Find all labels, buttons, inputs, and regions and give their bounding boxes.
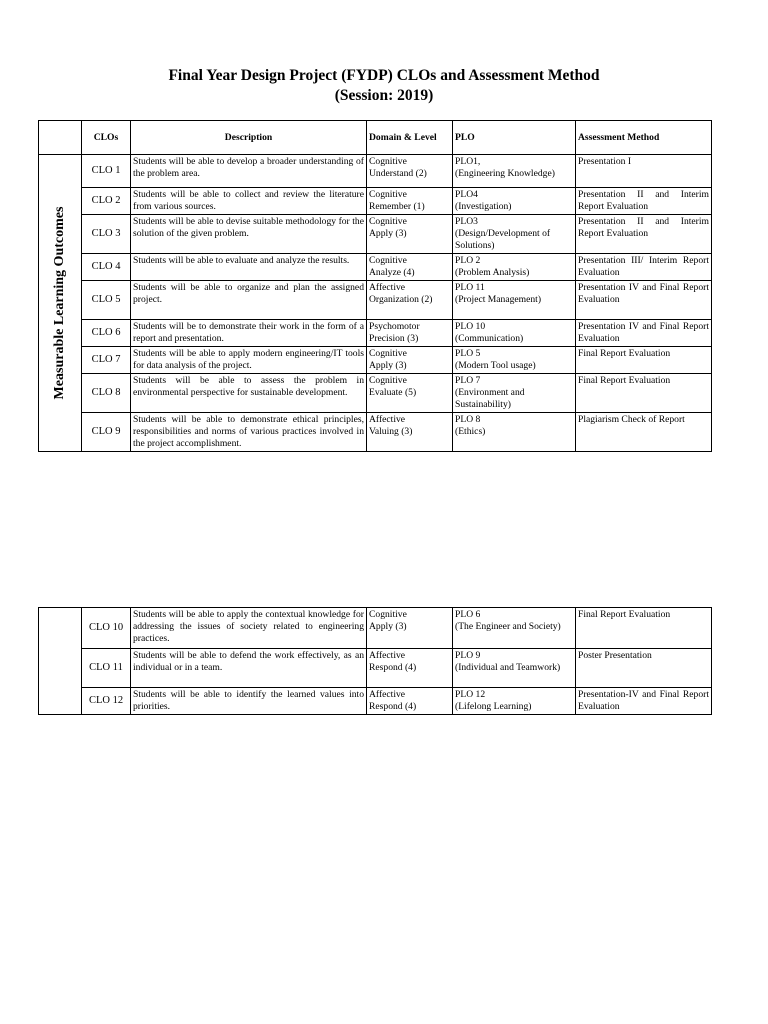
clo-id-cell: CLO 5	[82, 281, 131, 320]
table-row	[39, 320, 712, 347]
description-cell: Students will be able to devise suitable methodology for the solution of the given problem.	[131, 215, 367, 254]
plo-line: PLO4	[455, 189, 478, 200]
plo-line: (The Engineer and Society)	[455, 621, 561, 632]
domain-level-cell	[367, 254, 453, 281]
description-cell: Students will be able to collect and review the literature from various sources.	[131, 188, 367, 215]
plo-line: (Modern Tool usage)	[455, 360, 536, 371]
plo-line: (Ethics)	[455, 426, 486, 437]
plo-cell	[453, 215, 576, 254]
description-cell: Students will be able to assess the problem in environmental perspective for sustainable development.	[131, 374, 367, 413]
domain-line: Cognitive	[369, 348, 407, 359]
table-row	[39, 608, 712, 649]
domain-line: Cognitive	[369, 189, 407, 200]
table-row	[39, 155, 712, 188]
table-header-row	[39, 121, 712, 155]
plo-line: (Investigation)	[455, 201, 512, 212]
assessment-method-cell: Poster Presentation	[576, 649, 712, 688]
domain-level-cell	[367, 155, 453, 188]
clo-id-cell: CLO 11	[82, 649, 131, 688]
header-description: Description	[131, 121, 367, 155]
table-row	[39, 688, 712, 715]
plo-line: PLO 2	[455, 255, 481, 266]
plo-line: PLO3	[455, 216, 478, 227]
assessment-method-cell: Presentation-IV and Final Report Evaluation	[576, 688, 712, 715]
clo-id-cell: CLO 10	[82, 608, 131, 649]
plo-cell	[453, 608, 576, 649]
assessment-method-cell: Presentation II and Interim Report Evaluation	[576, 188, 712, 215]
header-assessment-method: Assessment Method	[576, 121, 712, 155]
domain-level-cell	[367, 688, 453, 715]
clo-id-cell: CLO 6	[82, 320, 131, 347]
domain-line: Remember (1)	[369, 201, 425, 212]
clo-table-continued	[38, 607, 712, 715]
plo-line: PLO 11	[455, 282, 485, 293]
domain-line: Affective	[369, 689, 406, 700]
title-line-1: Final Year Design Project (FYDP) CLOs and Assessment Method	[168, 67, 600, 84]
table-row	[39, 649, 712, 688]
domain-level-cell	[367, 374, 453, 413]
header-empty-cell	[39, 121, 82, 155]
header-domain-level: Domain & Level	[367, 121, 453, 155]
plo-line: (Environment and Sustainability)	[455, 387, 525, 410]
domain-level-cell	[367, 281, 453, 320]
domain-line: Cognitive	[369, 216, 407, 227]
clo-id-cell: CLO 3	[82, 215, 131, 254]
table-row	[39, 347, 712, 374]
domain-line: Cognitive	[369, 609, 407, 620]
side-label-cell	[39, 155, 82, 452]
description-cell: Students will be able to identify the learned values into priorities.	[131, 688, 367, 715]
plo-line: (Individual and Teamwork)	[455, 662, 561, 673]
assessment-method-cell: Presentation III/ Interim Report Evaluation	[576, 254, 712, 281]
header-plo: PLO	[453, 121, 576, 155]
description-cell: Students will be able to evaluate and analyze the results.	[131, 254, 367, 281]
plo-line: (Communication)	[455, 333, 524, 344]
description-cell: Students will be able to apply modern engineering/IT tools for data analysis of the project.	[131, 347, 367, 374]
domain-line: Valuing (3)	[369, 426, 413, 437]
plo-line: PLO 6	[455, 609, 481, 620]
table-row	[39, 413, 712, 452]
domain-line: Analyze (4)	[369, 267, 415, 278]
domain-level-cell	[367, 649, 453, 688]
domain-level-cell	[367, 413, 453, 452]
domain-line: Cognitive	[369, 375, 407, 386]
plo-cell	[453, 413, 576, 452]
description-cell: Students will be able to demonstrate ethical principles, responsibilities and norms of various practices involved in the project accomplishment.	[131, 413, 367, 452]
plo-line: (Engineering Knowledge)	[455, 168, 555, 179]
domain-line: Apply (3)	[369, 360, 407, 371]
assessment-method-cell: Final Report Evaluation	[576, 347, 712, 374]
plo-line: PLO 12	[455, 689, 486, 700]
domain-level-cell	[367, 320, 453, 347]
plo-cell	[453, 688, 576, 715]
plo-line: PLO 9	[455, 650, 481, 661]
clo-id-cell: CLO 7	[82, 347, 131, 374]
clo-id-cell: CLO 9	[82, 413, 131, 452]
domain-line: Cognitive	[369, 156, 407, 167]
plo-cell	[453, 155, 576, 188]
plo-cell	[453, 347, 576, 374]
plo-cell	[453, 320, 576, 347]
domain-line: Affective	[369, 282, 406, 293]
domain-level-cell	[367, 188, 453, 215]
plo-cell	[453, 649, 576, 688]
clo-id-cell: CLO 2	[82, 188, 131, 215]
header-clos: CLOs	[82, 121, 131, 155]
side-label: Measurable Learning Outcomes	[52, 206, 67, 400]
plo-line: PLO 8	[455, 414, 481, 425]
table-row	[39, 188, 712, 215]
assessment-method-cell: Final Report Evaluation	[576, 608, 712, 649]
description-cell: Students will be able to apply the contextual knowledge for addressing the issues of society related to engineering practices.	[131, 608, 367, 649]
plo-line: PLO1,	[455, 156, 481, 167]
plo-line: PLO 7	[455, 375, 481, 386]
domain-line: Affective	[369, 650, 406, 661]
domain-line: Evaluate (5)	[369, 387, 417, 398]
clo-id-cell: CLO 12	[82, 688, 131, 715]
domain-line: Psychomotor	[369, 321, 420, 332]
description-cell: Students will be able to develop a broader understanding of the problem area.	[131, 155, 367, 188]
plo-line: PLO 10	[455, 321, 486, 332]
domain-level-cell	[367, 608, 453, 649]
table-row	[39, 374, 712, 413]
plo-line: (Problem Analysis)	[455, 267, 530, 278]
domain-line: Apply (3)	[369, 228, 407, 239]
plo-line: (Design/Development of Solutions)	[455, 228, 551, 251]
assessment-method-cell: Final Report Evaluation	[576, 374, 712, 413]
domain-level-cell	[367, 347, 453, 374]
clo-id-cell: CLO 1	[82, 155, 131, 188]
plo-cell	[453, 188, 576, 215]
description-cell: Students will be to demonstrate their work in the form of a report and presentation.	[131, 320, 367, 347]
domain-line: Respond (4)	[369, 701, 417, 712]
assessment-method-cell: Presentation I	[576, 155, 712, 188]
domain-line: Precision (3)	[369, 333, 419, 344]
clo-table	[38, 120, 712, 452]
table-row	[39, 254, 712, 281]
plo-line: PLO 5	[455, 348, 481, 359]
assessment-method-cell: Presentation IV and Final Report Evaluation	[576, 320, 712, 347]
plo-line: (Project Management)	[455, 294, 542, 305]
domain-line: Apply (3)	[369, 621, 407, 632]
plo-cell	[453, 254, 576, 281]
side-label-cell	[39, 608, 82, 715]
domain-level-cell	[367, 215, 453, 254]
assessment-method-cell: Presentation II and Interim Report Evaluation	[576, 215, 712, 254]
domain-line: Cognitive	[369, 255, 407, 266]
plo-cell	[453, 374, 576, 413]
domain-line: Organization (2)	[369, 294, 433, 305]
domain-line: Affective	[369, 414, 406, 425]
document-title	[0, 66, 768, 106]
assessment-method-cell: Plagiarism Check of Report	[576, 413, 712, 452]
table-row	[39, 281, 712, 320]
plo-line: (Lifelong Learning)	[455, 701, 532, 712]
domain-line: Respond (4)	[369, 662, 417, 673]
plo-cell	[453, 281, 576, 320]
clo-id-cell: CLO 4	[82, 254, 131, 281]
title-line-2: (Session: 2019)	[334, 87, 434, 104]
clo-id-cell: CLO 8	[82, 374, 131, 413]
domain-line: Understand (2)	[369, 168, 427, 179]
description-cell: Students will be able to organize and plan the assigned project.	[131, 281, 367, 320]
description-cell: Students will be able to defend the work effectively, as an individual or in a team.	[131, 649, 367, 688]
assessment-method-cell: Presentation IV and Final Report Evaluation	[576, 281, 712, 320]
table-row	[39, 215, 712, 254]
